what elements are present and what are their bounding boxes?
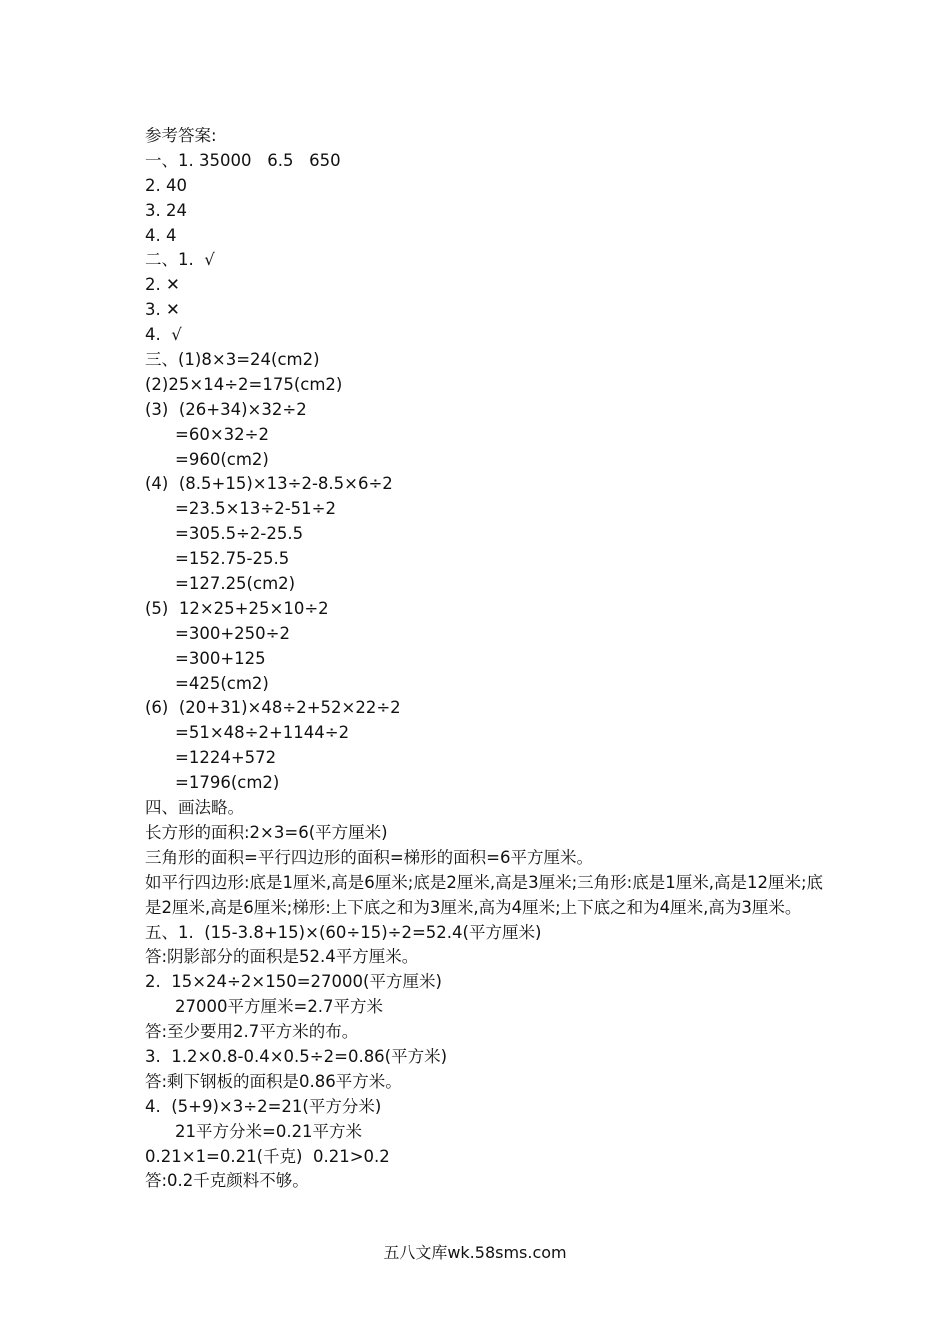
answer-line: =23.5×13÷2-51÷2 — [175, 499, 336, 519]
answer-line: =51×48÷2+1144÷2 — [175, 723, 350, 743]
footer-watermark: 五八文库wk.58sms.com — [383, 1243, 567, 1262]
answer-line: =425(cm2) — [175, 673, 269, 693]
answer-line: 4. √ — [145, 325, 182, 345]
answer-line: (6) (20+31)×48÷2+52×22÷2 — [145, 698, 401, 718]
answer-line: 3. ✕ — [145, 300, 180, 320]
answer-line: 答:剩下钢板的面积是0.86平方米。 — [145, 1071, 402, 1091]
answer-line: 0.21×1=0.21(千克) 0.21>0.2 — [145, 1146, 390, 1166]
answer-line: 答:0.2千克颜料不够。 — [145, 1171, 309, 1191]
answer-line: =300+125 — [175, 648, 266, 668]
answer-line: =305.5÷2-25.5 — [175, 524, 304, 544]
answer-line: 四、画法略。 — [145, 798, 244, 818]
answer-line: 27000平方厘米=2.7平方米 — [175, 997, 384, 1017]
answer-line: (3) (26+34)×32÷2 — [145, 399, 307, 419]
answer-line: 3. 1.2×0.8-0.4×0.5÷2=0.86(平方米) — [145, 1046, 448, 1066]
answer-line: =300+250÷2 — [175, 623, 290, 643]
answer-line: 3. 24 — [145, 200, 187, 220]
answer-line: =1796(cm2) — [175, 773, 280, 793]
answer-line: 五、1. (15-3.8+15)×(60÷15)÷2=52.4(平方厘米) — [145, 922, 542, 942]
answer-line: 答:阴影部分的面积是52.4平方厘米。 — [145, 947, 419, 967]
answer-line: 2. 40 — [145, 175, 187, 195]
answer-line: 21平方分米=0.21平方米 — [175, 1121, 363, 1141]
answer-line: =1224+572 — [175, 748, 277, 768]
answer-line: (5) 12×25+25×10÷2 — [145, 598, 329, 618]
answer-line: 4. 4 — [145, 225, 177, 245]
answer-line: 三、(1)8×3=24(cm2) — [145, 350, 320, 370]
answer-line: 2. ✕ — [145, 275, 180, 295]
answer-line: 一、1. 35000 6.5 650 — [145, 150, 341, 170]
answer-title: 参考答案: — [145, 126, 217, 145]
answer-line: 4. (5+9)×3÷2=21(平方分米) — [145, 1096, 382, 1116]
answer-paragraph: 如平行四边形:底是1厘米,高是6厘米;底是2厘米,高是3厘米;三角形:底是1厘米,高是12厘米;底是2厘米,高是6厘米;梯形:上下底之和为3厘米,高为4厘米;上下底之和为4厘米,高为3厘米。 — [145, 872, 824, 917]
answer-line: =60×32÷2 — [175, 424, 269, 444]
answer-line: 二、1. √ — [145, 250, 215, 270]
answer-line: 答:至少要用2.7平方米的布。 — [145, 1022, 359, 1042]
answer-line: 三角形的面积=平行四边形的面积=梯形的面积=6平方厘米。 — [145, 847, 593, 867]
answer-line: (4) (8.5+15)×13÷2-8.5×6÷2 — [145, 474, 393, 494]
answer-line: =152.75-25.5 — [175, 549, 290, 569]
answer-line: 2. 15×24÷2×150=27000(平方厘米) — [145, 972, 442, 992]
answer-line: (2)25×14÷2=175(cm2) — [145, 374, 343, 394]
answer-line: =960(cm2) — [175, 449, 269, 469]
answer-key-content — [145, 124, 825, 1194]
answer-line: =127.25(cm2) — [175, 574, 296, 594]
answer-line: 长方形的面积:2×3=6(平方厘米) — [145, 822, 388, 842]
